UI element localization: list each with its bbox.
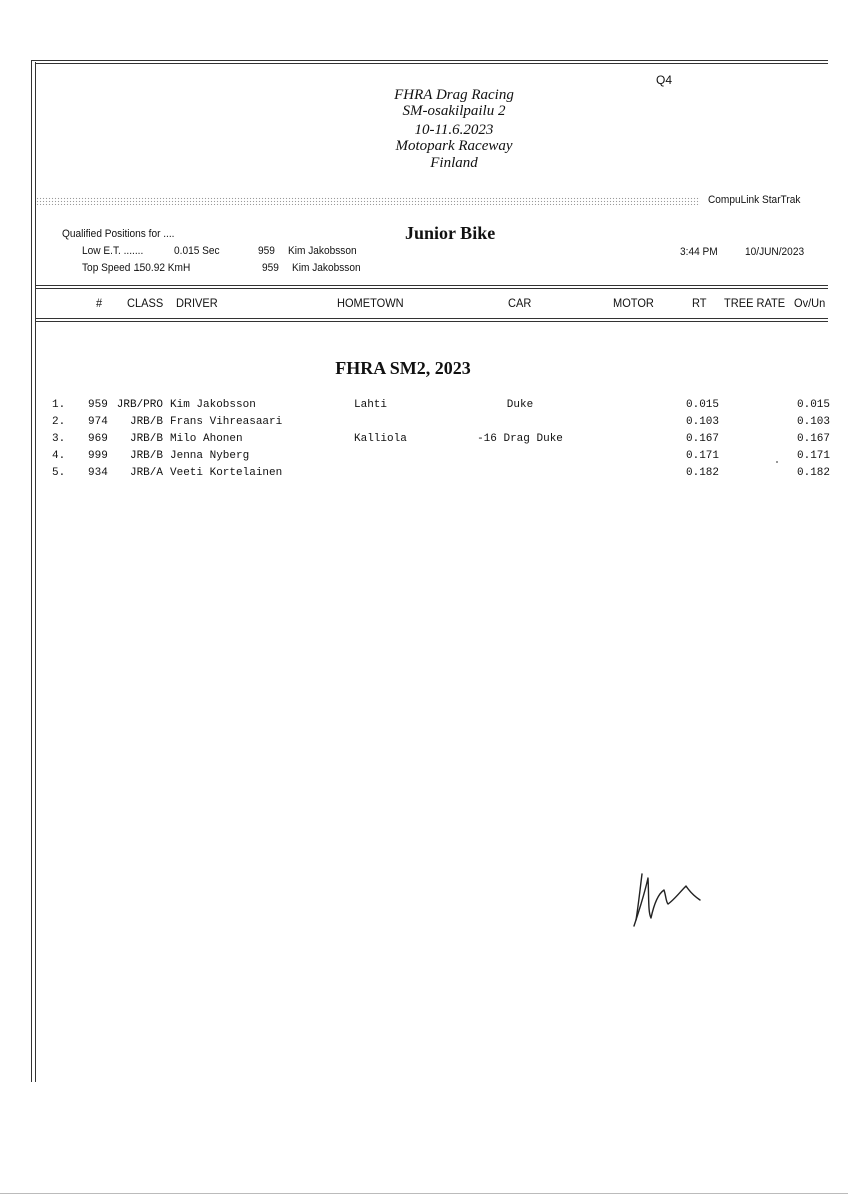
result-ov-un: 0.171	[797, 450, 831, 462]
col-header-rt: RT	[692, 296, 707, 310]
col-header-motor: MOTOR	[613, 296, 654, 310]
report-time: 3:44 PM	[680, 246, 718, 258]
result-ov-un: 0.167	[797, 433, 831, 445]
result-driver: Jenna Nyberg	[170, 450, 250, 462]
result-rt: 0.182	[686, 467, 720, 479]
top-speed-label: Top Speed ...	[82, 262, 142, 274]
result-driver: Veeti Kortelainen	[170, 467, 283, 479]
report-date: 10/JUN/2023	[745, 246, 805, 258]
result-rt: 0.167	[686, 433, 720, 445]
result-number: 999	[88, 450, 108, 462]
result-position: 2.	[52, 416, 66, 428]
result-hometown: Lahti	[354, 399, 388, 411]
result-position: 3.	[52, 433, 66, 445]
result-car: Duke	[506, 399, 534, 411]
top-speed-value: 150.92 KmH	[134, 262, 191, 274]
ink-dot	[776, 461, 778, 463]
event-dates: 10-11.6.2023	[414, 122, 494, 138]
dotted-separator	[36, 197, 700, 205]
brand-label: CompuLink StarTrak	[708, 194, 801, 206]
result-ov-un: 0.103	[797, 416, 831, 428]
result-rt: 0.103	[686, 416, 720, 428]
result-class: JRB/PRO	[116, 399, 163, 411]
divider-top-colheader	[35, 285, 828, 286]
class-name: Junior Bike	[405, 223, 496, 243]
table-row	[0, 450, 848, 467]
bottom-scan-line	[0, 1193, 848, 1194]
low-et-value: 0.015 Sec	[174, 245, 220, 257]
result-class: JRB/B	[129, 433, 163, 445]
divider-top-colheader-2	[35, 288, 828, 289]
col-header-ov-un: Ov/Un	[794, 296, 826, 310]
result-position: 4.	[52, 450, 66, 462]
low-et-car: 959	[258, 245, 275, 257]
result-driver: Frans Vihreasaari	[170, 416, 283, 428]
left-border-inner	[35, 62, 36, 1082]
table-row	[0, 416, 848, 433]
result-class: JRB/B	[129, 450, 163, 462]
low-et-driver: Kim Jakobsson	[288, 245, 357, 257]
event-subtitle: SM-osakilpailu 2	[402, 103, 506, 119]
result-position: 1.	[52, 399, 66, 411]
qualified-title: Qualified Positions for ....	[62, 228, 175, 240]
col-header-car: CAR	[508, 296, 532, 310]
result-number: 934	[88, 467, 108, 479]
left-border	[31, 60, 32, 1082]
col-header-tree-rate: TREE RATE	[724, 296, 786, 310]
top-border	[31, 60, 828, 61]
result-rt: 0.015	[686, 399, 720, 411]
col-header-driver: DRIVER	[176, 296, 218, 310]
low-et-label: Low E.T. .......	[82, 245, 144, 257]
result-car: -16 Drag Duke	[477, 433, 563, 445]
top-speed-car: 959	[262, 262, 279, 274]
result-hometown: Kalliola	[354, 433, 407, 445]
race-title: FHRA SM2, 2023	[335, 358, 471, 378]
result-driver: Milo Ahonen	[170, 433, 243, 445]
result-number: 969	[88, 433, 108, 445]
divider-bottom-colheader-2	[35, 321, 828, 322]
top-speed-driver: Kim Jakobsson	[292, 262, 361, 274]
result-driver: Kim Jakobsson	[170, 399, 256, 411]
result-position: 5.	[52, 467, 66, 479]
result-number: 959	[88, 399, 108, 411]
result-class: JRB/A	[129, 467, 163, 479]
event-venue: Motopark Raceway	[395, 138, 513, 154]
round-label: Q4	[656, 73, 673, 87]
table-row	[0, 433, 848, 450]
table-row	[0, 467, 848, 484]
result-ov-un: 0.182	[797, 467, 831, 479]
col-header-class: CLASS	[127, 296, 164, 310]
table-row	[0, 399, 848, 416]
result-number: 974	[88, 416, 108, 428]
col-header-hometown: HOMETOWN	[337, 296, 404, 310]
divider-bottom-colheader	[35, 318, 828, 319]
result-rt: 0.171	[686, 450, 720, 462]
result-class: JRB/B	[129, 416, 163, 428]
top-border-inner	[35, 63, 828, 64]
handwritten-signature	[618, 868, 718, 938]
result-ov-un: 0.015	[797, 399, 831, 411]
event-name: FHRA Drag Racing	[394, 87, 514, 103]
event-country: Finland	[430, 155, 478, 171]
col-header-number: #	[96, 296, 103, 310]
